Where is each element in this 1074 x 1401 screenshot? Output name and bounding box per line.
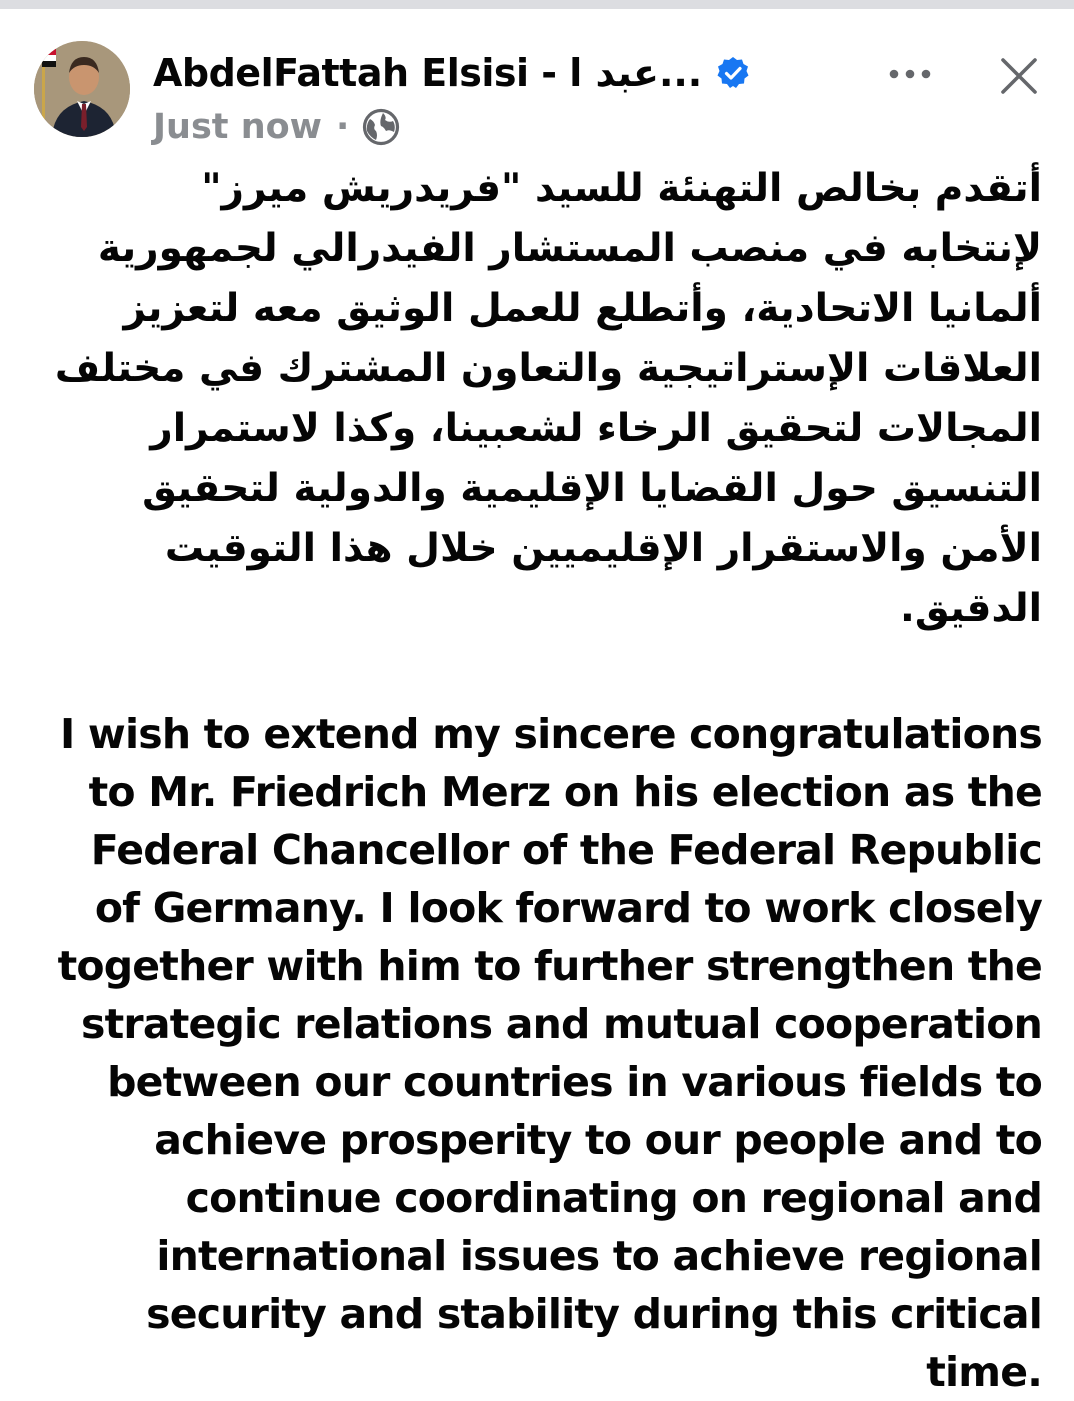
arabic-line: المجالات لتحقيق الرخاء لشعبينا، وكذا لاستمرار	[150, 406, 1042, 451]
window-top-strip	[0, 0, 1074, 9]
post-text-english	[30, 705, 1042, 1401]
arabic-line: لإنتخابه في منصب المستشار الفيدرالي لجمهورية	[97, 226, 1042, 271]
author-name[interactable]: AbdelFattah Elsisi - عبد ا...	[153, 51, 703, 95]
post-text-arabic	[40, 159, 1042, 639]
arabic-line: التنسيق حول القضايا الإقليمية والدولية لتحقيق	[142, 466, 1042, 511]
english-line: achieve prosperity to our people and to	[154, 1116, 1042, 1164]
verified-badge-icon	[716, 56, 750, 90]
arabic-line: ألمانيا الاتحادية، وأتطلع للعمل الوثيق معه لتعزيز	[123, 286, 1042, 331]
english-line: time.	[926, 1348, 1042, 1396]
post-meta	[153, 101, 401, 153]
english-line: Federal Chancellor of the Federal Republic	[90, 826, 1042, 874]
english-line: between our countries in various fields to	[107, 1058, 1042, 1106]
author-avatar[interactable]	[34, 41, 130, 137]
arabic-line: أتقدم بخالص التهنئة للسيد "فريدريش ميرز"	[201, 166, 1042, 211]
arabic-line: الدقيق.	[900, 586, 1042, 631]
post-header	[0, 9, 1074, 147]
facebook-post	[0, 9, 1074, 1400]
more-horizontal-icon	[888, 68, 932, 80]
english-line: I wish to extend my sincere congratulations	[59, 710, 1042, 758]
arabic-line: الأمن والاستقرار الإقليميين خلال هذا التوقيت	[164, 526, 1042, 571]
english-line: strategic relations and mutual cooperation	[81, 1000, 1042, 1048]
english-line: international issues to achieve regional	[156, 1232, 1042, 1280]
author-line	[153, 45, 750, 101]
close-icon	[999, 56, 1039, 96]
english-line: continue coordinating on regional and	[185, 1174, 1042, 1222]
english-line: to Mr. Friedrich Merz on his election as the	[88, 768, 1042, 816]
english-line: together with him to further strengthen the	[57, 942, 1042, 990]
avatar-portrait-icon	[34, 41, 130, 137]
globe-icon[interactable]	[361, 107, 401, 147]
arabic-line: العلاقات الإستراتيجية والتعاون المشترك في مختلف	[54, 346, 1042, 391]
english-line: of Germany. I look forward to work closely	[94, 884, 1042, 932]
meta-separator: ·	[335, 107, 350, 147]
english-line: security and stability during this critical	[146, 1290, 1042, 1338]
more-options-button[interactable]	[880, 49, 940, 99]
post-timestamp[interactable]: Just now	[153, 107, 322, 147]
close-button[interactable]	[990, 47, 1048, 105]
